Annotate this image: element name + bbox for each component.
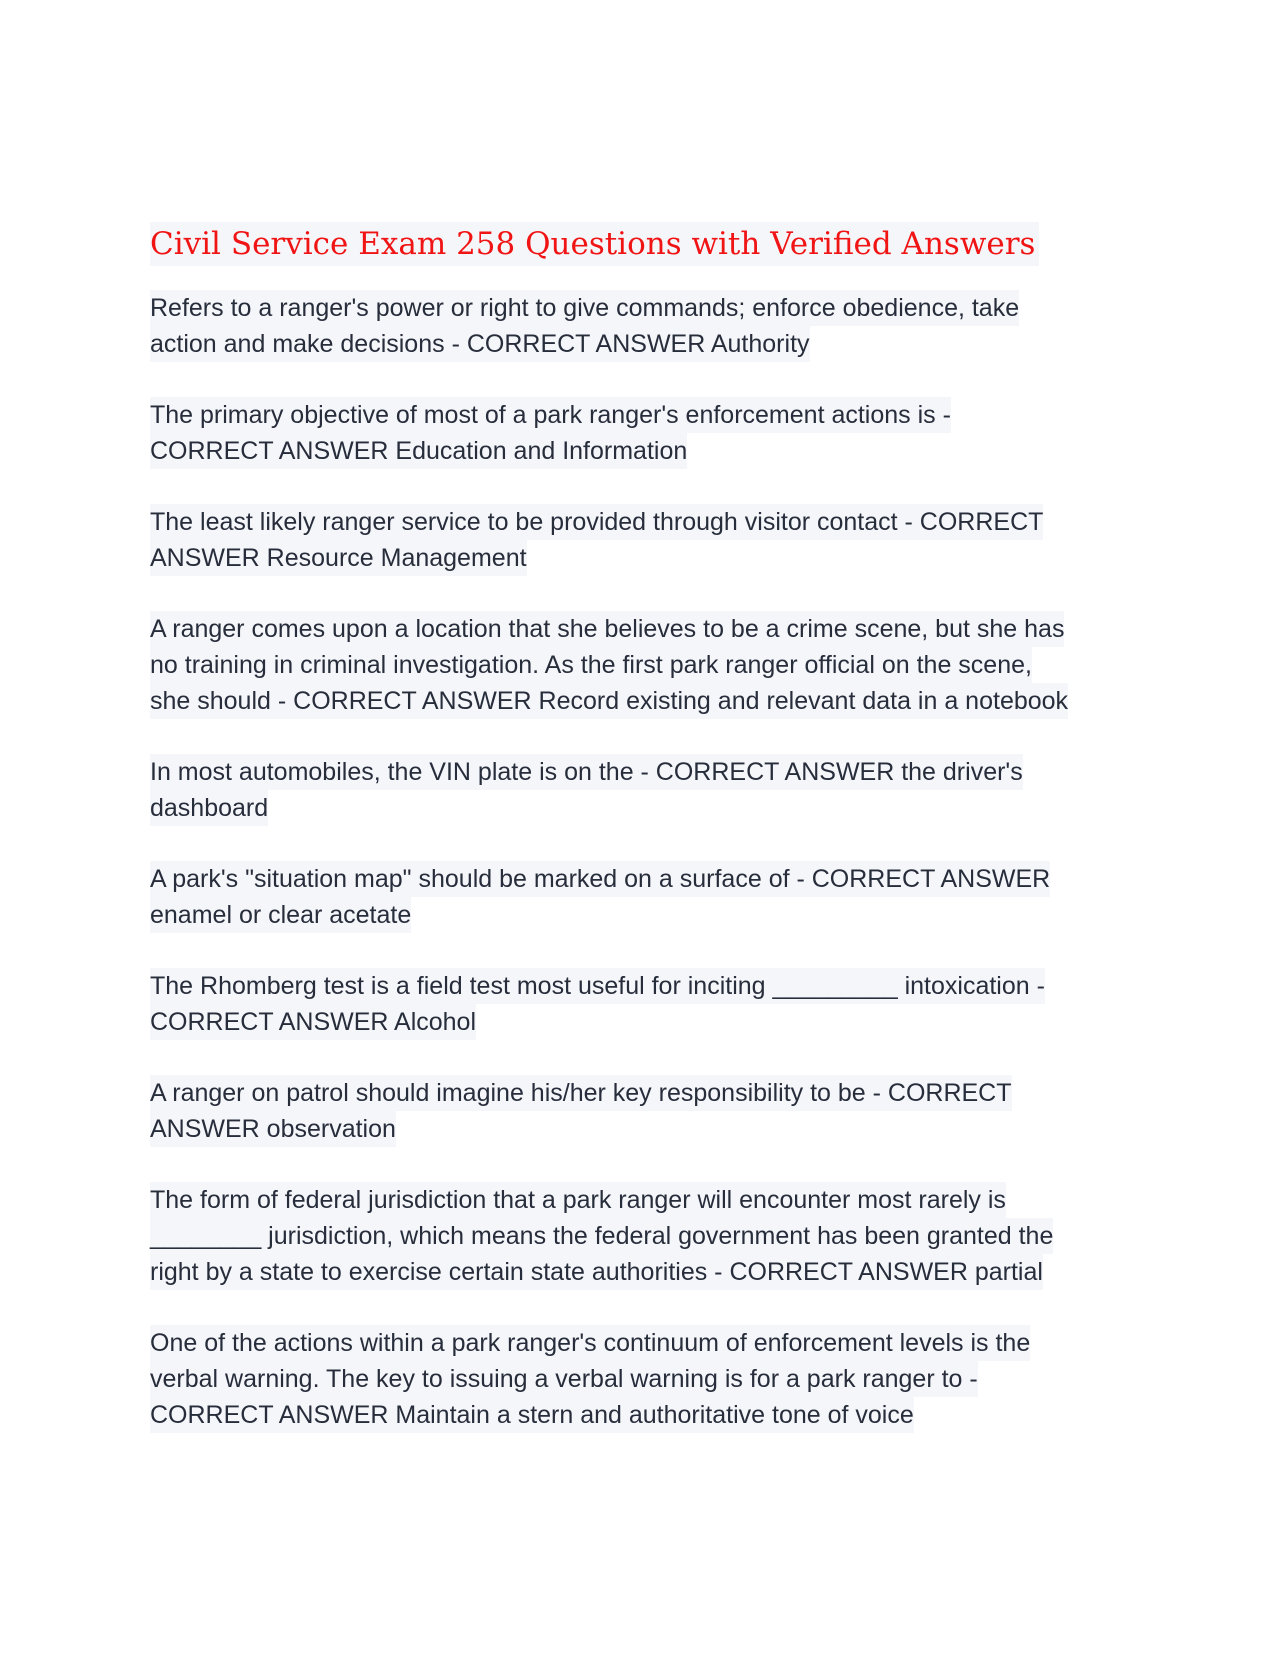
- qa-item: [150, 861, 1150, 933]
- qa-text-line: she should - CORRECT ANSWER Record existing and relevant data in a notebook: [150, 683, 1068, 719]
- qa-item: [150, 504, 1150, 576]
- qa-item: [150, 1075, 1150, 1147]
- qa-text-line: In most automobiles, the VIN plate is on the - CORRECT ANSWER the driver's: [150, 754, 1023, 790]
- qa-text-line: CORRECT ANSWER Alcohol: [150, 1004, 476, 1040]
- qa-text-line: One of the actions within a park ranger's continuum of enforcement levels is the: [150, 1325, 1030, 1361]
- qa-text-line: verbal warning. The key to issuing a verbal warning is for a park ranger to -: [150, 1361, 978, 1397]
- qa-text-line: A ranger on patrol should imagine his/her key responsibility to be - CORRECT: [150, 1075, 1012, 1111]
- qa-text-line: A ranger comes upon a location that she believes to be a crime scene, but she has: [150, 611, 1064, 647]
- qa-text-line: no training in criminal investigation. As the first park ranger official on the scene,: [150, 647, 1032, 683]
- qa-text-line: Refers to a ranger's power or right to give commands; enforce obedience, take: [150, 290, 1019, 326]
- qa-item: [150, 754, 1150, 826]
- qa-text-line: dashboard: [150, 790, 268, 826]
- qa-text-line: ANSWER observation: [150, 1111, 396, 1147]
- qa-item: [150, 290, 1150, 362]
- qa-text-line: ________ jurisdiction, which means the federal government has been granted the: [150, 1218, 1053, 1254]
- qa-text-line: CORRECT ANSWER Education and Information: [150, 433, 687, 469]
- qa-text-line: The form of federal jurisdiction that a park ranger will encounter most rarely is: [150, 1182, 1006, 1218]
- qa-item: [150, 1325, 1150, 1433]
- document-page: [150, 222, 1150, 1468]
- qa-item: [150, 968, 1150, 1040]
- qa-text-line: ANSWER Resource Management: [150, 540, 527, 576]
- qa-item: [150, 611, 1150, 719]
- qa-text-line: The primary objective of most of a park ranger's enforcement actions is -: [150, 397, 951, 433]
- qa-item: [150, 1182, 1150, 1290]
- document-title: Civil Service Exam 258 Questions with Verified Answers: [150, 222, 1039, 266]
- qa-text-line: CORRECT ANSWER Maintain a stern and authoritative tone of voice: [150, 1397, 914, 1433]
- qa-text-line: right by a state to exercise certain state authorities - CORRECT ANSWER partial: [150, 1254, 1043, 1290]
- qa-text-line: The least likely ranger service to be provided through visitor contact - CORRECT: [150, 504, 1043, 540]
- qa-text-line: action and make decisions - CORRECT ANSWER Authority: [150, 326, 810, 362]
- qa-list: [150, 290, 1150, 1433]
- qa-text-line: The Rhomberg test is a field test most useful for inciting _________ intoxication -: [150, 968, 1045, 1004]
- qa-text-line: enamel or clear acetate: [150, 897, 411, 933]
- qa-text-line: A park's "situation map" should be marked on a surface of - CORRECT ANSWER: [150, 861, 1050, 897]
- qa-item: [150, 397, 1150, 469]
